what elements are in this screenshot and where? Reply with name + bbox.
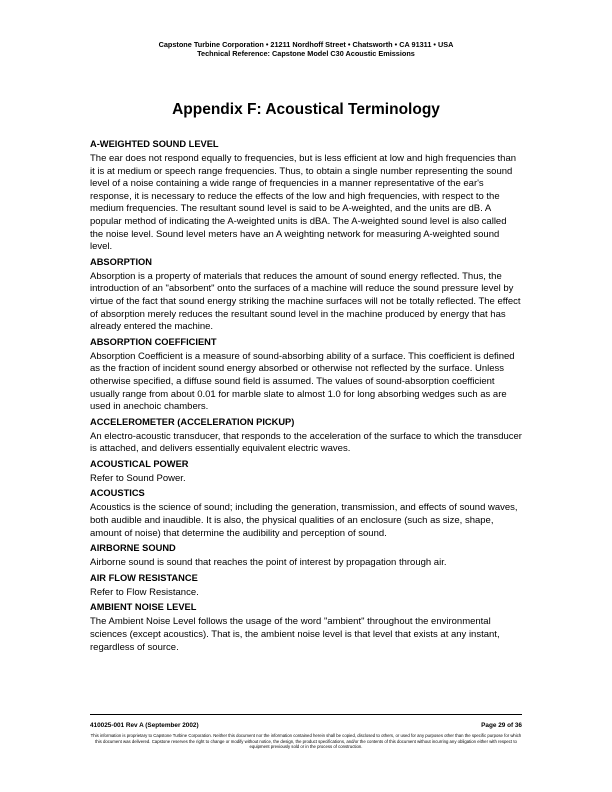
term-heading: ACCELEROMETER (ACCELERATION PICKUP) [90, 416, 295, 427]
header-reference: Technical Reference: Capstone Model C30 Acoustic Emissions [197, 49, 415, 58]
term-heading: ABSORPTION COEFFICIENT [90, 336, 217, 347]
term-heading: ACOUSTICS [90, 488, 145, 499]
term-entry [90, 488, 522, 540]
term-definition: The Ambient Noise Level follows the usage of the word "ambient" throughout the environmental sciences (except acoustics). That is, the ambient noise level is that level that exists at any instant, regardless of source. [90, 616, 500, 653]
page-title: Appendix F: Acoustical Terminology [172, 101, 440, 118]
term-entry [90, 139, 522, 254]
term-definition: Airborne sound is sound that reaches the point of interest by propagation through air. [90, 557, 447, 569]
header-address: Capstone Turbine Corporation • 21211 Nordhoff Street • Chatsworth • CA 91311 • USA [158, 40, 454, 49]
term-heading: AMBIENT NOISE LEVEL [90, 602, 197, 613]
term-heading: ABSORPTION [90, 256, 152, 267]
term-heading: AIR FLOW RESISTANCE [90, 572, 198, 583]
term-definition: The ear does not respond equally to frequencies, but is less efficient at low and high frequencies than it is at medium or speech range frequencies. Thus, to obtain a single number representing the sound level of a noise containing a wide range of frequencies in a manner representative of the ear's response, it is necessary to reduce the effects of the low and high frequencies, with respect to the medium frequencies. The resultant sound level is said to be A-weighted, and the units are dB. A popular method of indicating the A-weighted units is dBA. The A-weighted sound level is also called the noise level. Sound level meters have an A weighting network for measuring A-weighted sound level. [90, 153, 517, 253]
term-entry [90, 573, 522, 600]
term-definition: Absorption is a property of materials that reduces the amount of sound energy reflected. Thus, the introduction of an "absorbent" onto the surfaces of a machine will reduce the sound pressure level by virtue of the fact that sound energy striking the machine surfaces will not be totally reflected. The effect of absorption merely reduces the resultant sound level in the machine produced by energy that has already entered the machine. [90, 270, 521, 333]
page-header [0, 40, 612, 58]
page-number: Page 29 of 36 [481, 722, 522, 729]
term-entry [90, 417, 522, 456]
term-definition: Absorption Coefficient is a measure of sound-absorbing ability of a surface. This coefficient is defined as the fraction of incident sound energy absorbed or otherwise not reflected by the surface. Unless otherwise specified, a diffuse sound field is assumed. The values of sound-absorption coefficient usually range from about 0.01 for marble slate to almost 1.0 for long absorbing wedges such as are used in anechoic chambers. [90, 350, 515, 413]
proprietary-notice: This information is proprietary to Capstone Turbine Corporation. Neither this document nor the information contained herein shall be copied, disclosed to others, or used for any purposes other than the specific purpose for which this document was delivered. Capstone reserves the right to change or modify without notice, the design, the product specifications, and/or the contents of this document without incurring any obligation either with respect to equipment previously sold or in the process of construction. [90, 733, 522, 750]
term-entry [90, 257, 522, 334]
term-heading: AIRBORNE SOUND [90, 543, 176, 554]
term-definition: Refer to Sound Power. [90, 472, 186, 484]
term-definition: Refer to Flow Resistance. [90, 586, 199, 598]
terms-list [90, 139, 522, 657]
footer-row [90, 722, 522, 729]
term-entry [90, 337, 522, 414]
term-entry [90, 602, 522, 654]
term-entry [90, 459, 522, 486]
term-definition: Acoustics is the science of sound; including the generation, transmission, and effects of sound waves, both audible and inaudible. It is also, the physical qualities of an enclosure (such as size, shape, amount of noise) that determine the audibility and perception of sound. [90, 502, 518, 539]
term-entry [90, 543, 522, 570]
page-footer [90, 714, 522, 750]
term-heading: ACOUSTICAL POWER [90, 458, 189, 469]
document-number: 410025-001 Rev A (September 2002) [90, 722, 199, 729]
term-definition: An electro-acoustic transducer, that responds to the acceleration of the surface to which the transducer is attached, and delivers essentially equivalent electric waves. [90, 430, 522, 455]
term-heading: A-WEIGHTED SOUND LEVEL [90, 139, 219, 149]
